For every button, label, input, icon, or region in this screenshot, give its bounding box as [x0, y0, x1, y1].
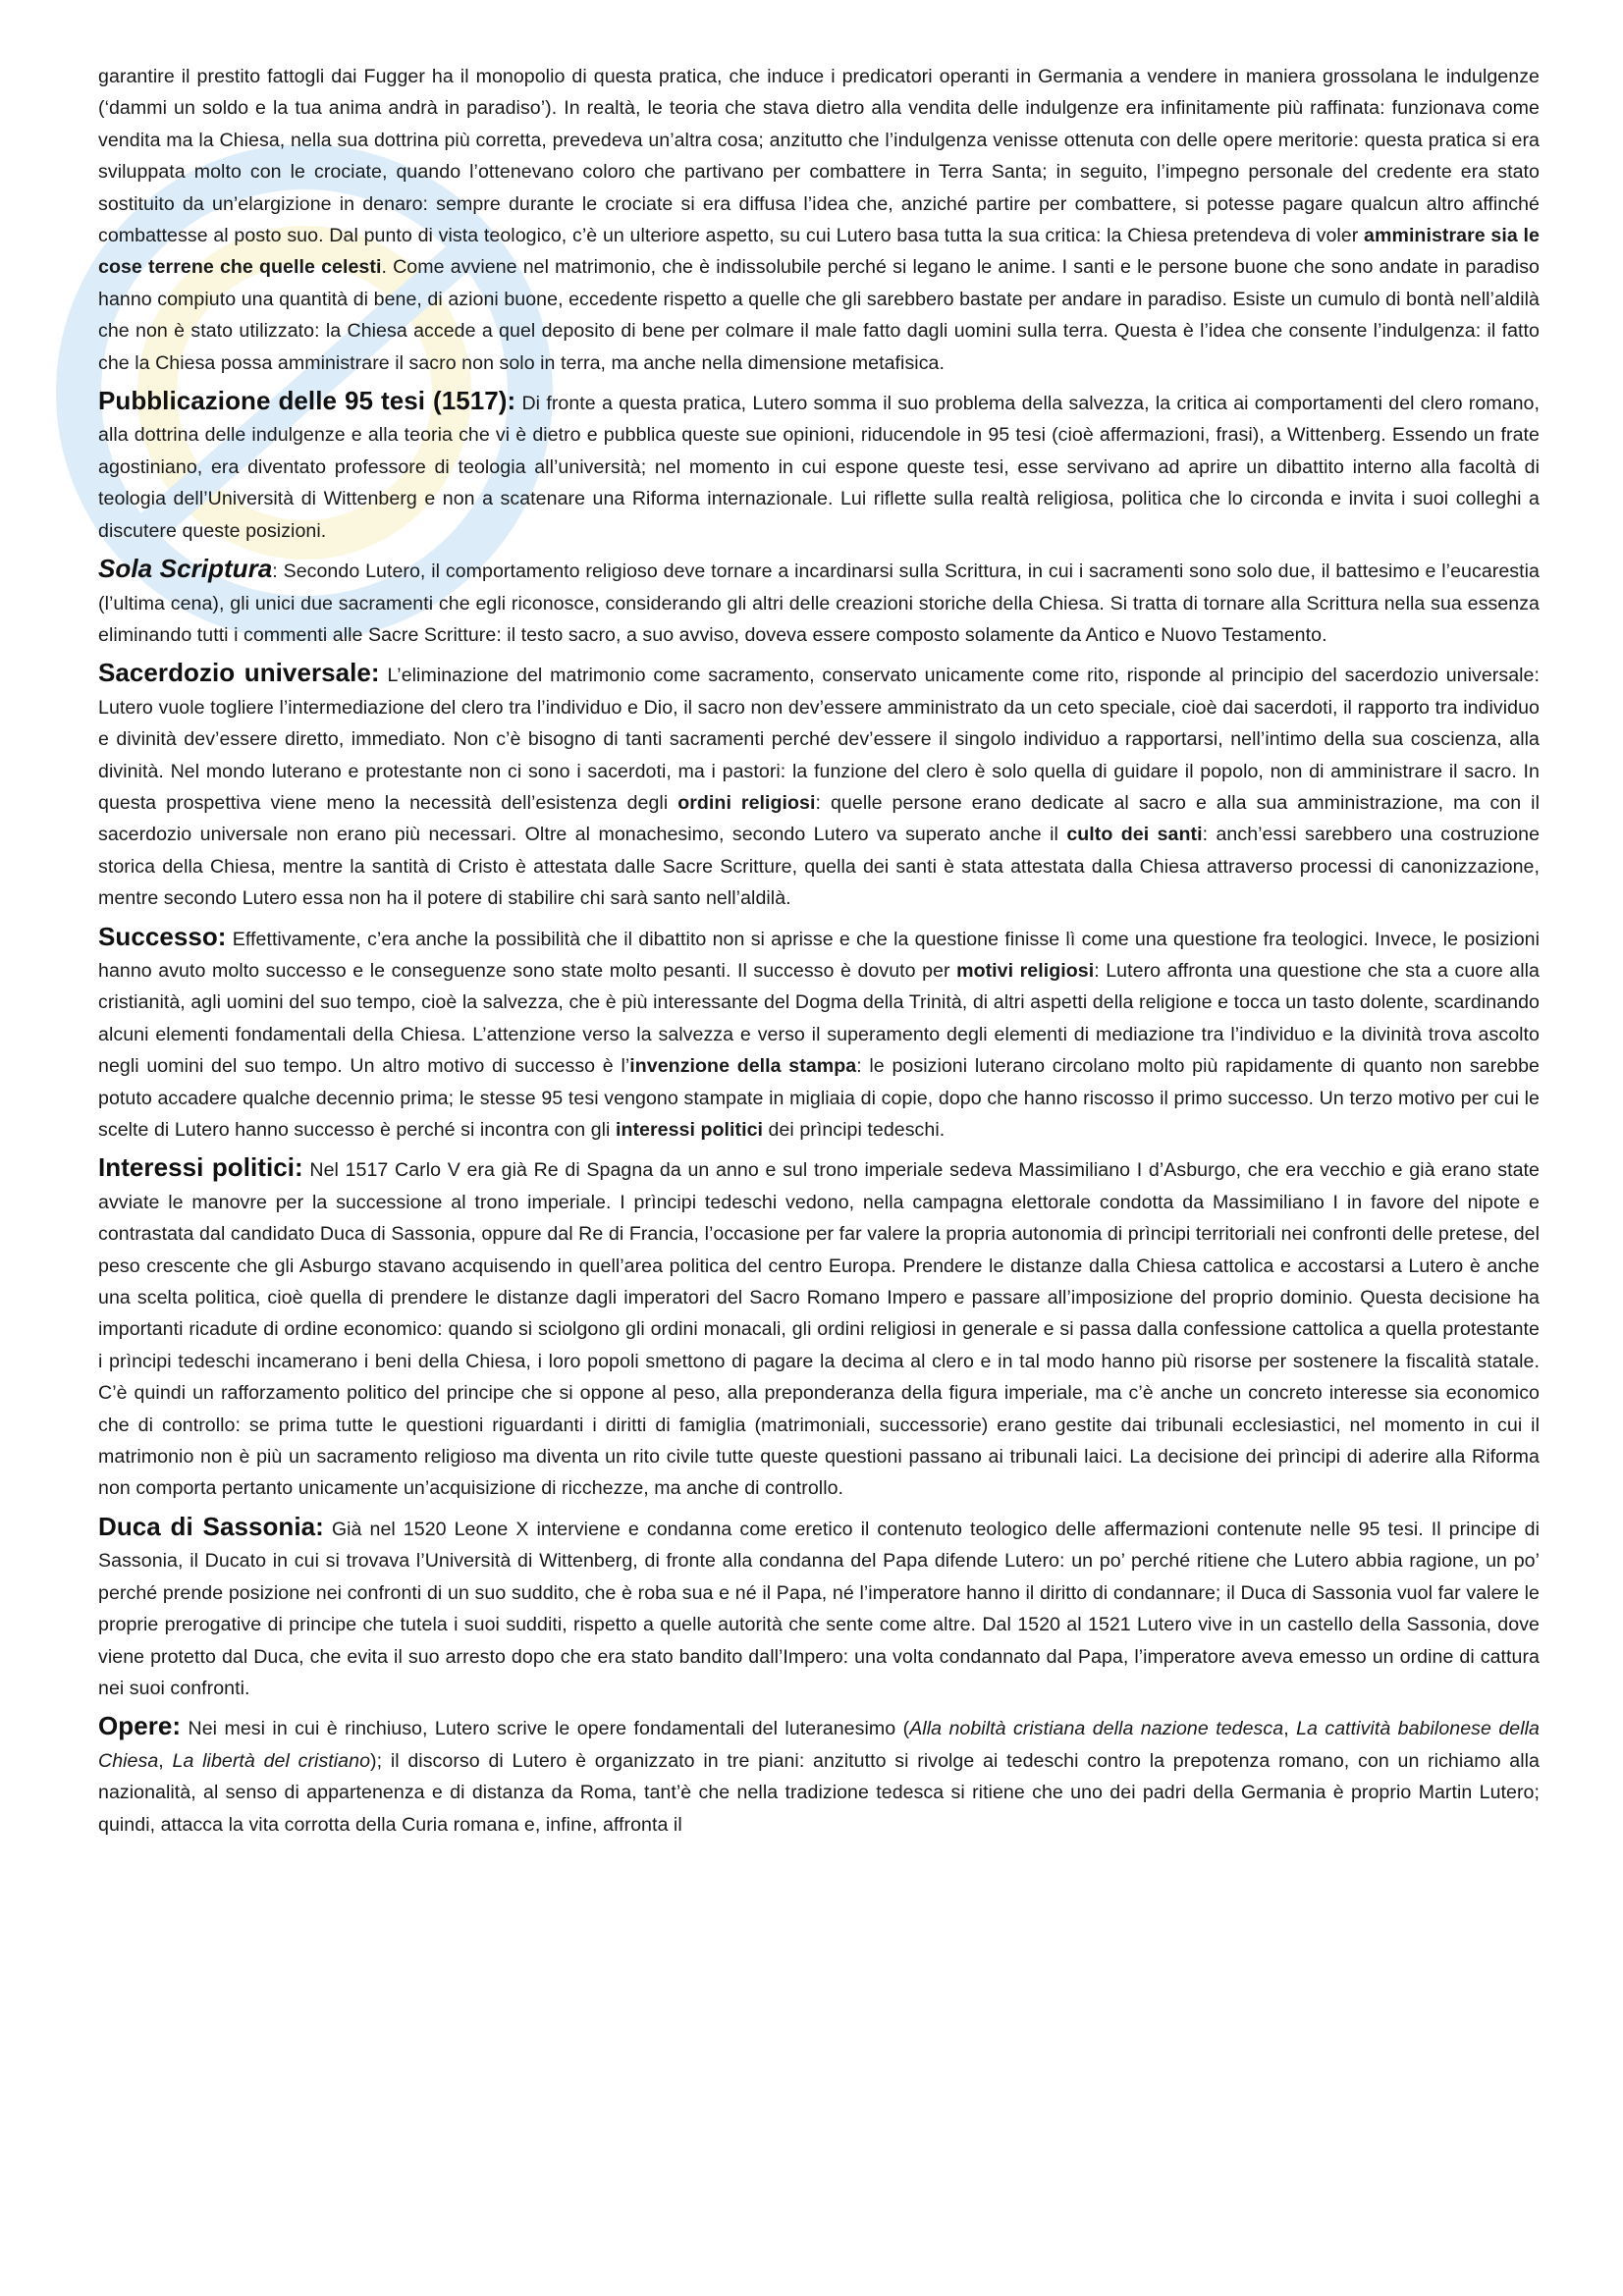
bold-term: amministrare sia le cose terrene che quelle celesti: [98, 225, 1540, 279]
body-text: ); il discorso di Lutero è organizzato in tre piani: anzitutto si rivolge ai tedeschi contro la prepotenza romano, con un richiamo alla nazionalità, al senso di appartenenza e di distanza da Roma, tant’è che nella tradizione tedesca si ritiene che uno dei padri della Germania è proprio Martin Lutero; quindi, attacca la vita corrotta della Curia romana e, infine, affronta il: [98, 1749, 1540, 1836]
body-text: : Lutero affronta una questione che sta a cuore alla cristianità, agli uomini del suo tempo, cioè la salvezza, che è più interessante del Dogma della Trinità, di altri aspetti della religione e tocca un tasto dolente, scardinando alcuni elementi fondamentali della Chiesa. L’attenzione verso la salvezza e verso il superamento degli elementi di mediazione tra l’individuo e la divinità trova ascolto negli uomini del suo tempo. Un altro motivo di successo è l’: [98, 959, 1540, 1078]
paragraph: [98, 553, 1540, 651]
body-text: Effettivamente, c’era anche la possibilità che il dibattito non si aprisse e che la questione finisse lì come una questione fra teologici. Invece, le posizioni hanno avuto molto successo e le conseguenze sono state molto pesanti. Il successo è dovuto per: [98, 928, 1540, 982]
italic-title: La cattività babilonese della Chiesa: [98, 1718, 1540, 1772]
body-text: dei prìncipi tedeschi.: [763, 1119, 946, 1141]
body-text: Già nel 1520 Leone X interviene e condanna come eretico il contenuto teologico delle affermazioni contenute nelle 95 tesi. Il principe di Sassonia, il Ducato in cui si trovava l’Università di Wittenberg, di fronte alla condanna del Papa difende Lutero: un po’ perché ritiene che Lutero abbia ragione, un po’ perché prende posizione nei confronti di un suo suddito, che è roba sua e né il Papa, né l’imperatore hanno il diritto di condannare; il Duca di Sassonia vuol far valere le proprie prerogative di principe che tutela i suoi sudditi, rispetto a quelle autorità che sente come altre. Dal 1520 al 1521 Lutero vive in un castello della Sassonia, dove viene protetto dal Duca, che evita il suo arresto dopo che era stato bandito dall’Impero: una volta condannato dal Papa, l’imperatore aveva emesso un ordine di cattura nei suoi confronti.: [98, 1518, 1540, 1699]
body-text: Nei mesi in cui è rinchiuso, Lutero scrive le opere fondamentali del luteranesimo (: [181, 1718, 910, 1740]
body-text: : le posizioni luterano circolano molto più rapidamente di quanto non sarebbe potuto accadere qualche decennio prima; le stesse 95 tesi vengono stampate in migliaia di copie, dopo che hanno riscosso il primo successo. Un terzo motivo per cui le scelte di Lutero hanno successo è perché si incontra con gli: [98, 1055, 1540, 1141]
section-heading: Sola Scriptura: [98, 554, 273, 584]
body-text: ,: [158, 1749, 173, 1772]
document-page: [98, 61, 1540, 1846]
italic-title: Alla nobiltà cristiana della nazione tedesca: [909, 1718, 1284, 1740]
section-heading: Duca di Sassonia:: [98, 1511, 324, 1541]
bold-term: ordini religiosi: [677, 791, 816, 814]
paragraph: [98, 61, 1540, 379]
paragraph: [98, 1710, 1540, 1841]
italic-title: La libertà del cristiano: [172, 1749, 371, 1772]
section-heading: Opere:: [98, 1711, 182, 1741]
bold-term: motivi religiosi: [956, 959, 1095, 982]
paragraph: [98, 1511, 1540, 1704]
body-text: : anch’essi sarebbero una costruzione storica della Chiesa, mentre la santità di Cristo è attestata dalle Sacre Scritture, quella dei santi è stata attestata dalla Chiesa attraverso processi di canonizzazione, mentre secondo Lutero essa non ha il potere di stabilire chi sarà santo nell’aldilà.: [98, 824, 1541, 910]
body-text: . Come avviene nel matrimonio, che è indissolubile perché si legano le anime. I santi e le persone buone che sono andate in paradiso hanno compiuto una quantità di bene, di azioni buone, eccedente rispetto a quelle che gli sarebbero bastate per andare in paradiso. Esiste un cumulo di bontà nell’aldilà che non è stato utilizzato: la Chiesa accede a quel deposito di bene per colmare il male fatto dagli uomini sulla terra. Questa è l’idea che consente l’indulgenza: il fatto che la Chiesa possa amministrare il sacro non solo in terra, ma anche nella dimensione metafisica.: [98, 256, 1540, 374]
body-text: garantire il prestito fattogli dai Fugger ha il monopolio di questa pratica, che induce i predicatori operanti in Germania a vendere in maniera grossolana le indulgenze (‘dammi un soldo e la tua anima andrà in paradiso’). In realtà, le teoria che stava dietro alla vendita delle indulgenze era infinitamente più raffinata: funzionava come vendita ma la Chiesa, nella sua dottrina più corretta, prevedeva un’altra cosa; anzitutto che l’indulgenza venisse ottenuta con delle opere meritorie: questa pratica si era sviluppata molto con le crociate, quando l’ottenevano coloro che partivano per combattere in Terra Santa; in seguito, l’impegno personale del credente era stato sostituito da un’elargizione in denaro: sempre durante le crociate si era diffusa l’idea che, anziché partire per combattere, si potesse pagare qualcun altro affinché combattesse al posto suo. Dal punto di vista teologico, c’è un ulteriore aspetto, su cui Lutero basa tutta la sua critica: la Chiesa pretendeva di voler: [98, 66, 1540, 247]
section-heading: Sacerdozio universale:: [98, 658, 380, 688]
paragraph: [98, 1151, 1540, 1504]
bold-term: culto dei santi: [1066, 824, 1203, 846]
body-text: Nel 1517 Carlo V era già Re di Spagna da un anno e sul trono imperiale sedeva Massimiliano I d’Asburgo, che era vecchio e già erano state avviate le manovre per la successione al trono imperiale. I prìncipi tedeschi vedono, nella campagna elettorale condotta da Massimiliano I in favore del nipote e contrastata dal candidato Duca di Sassonia, oppure dal Re di Francia, l’occasione per far valere la propria autonomia di prìncipi territoriali nei confronti delle pretese, del peso crescente che gli Asburgo stavano acquisendo in quell’area politica del centro Europa. Prendere le distanze dalla Chiesa cattolica e accostarsi a Lutero è anche una scelta politica, cioè quella di prendere le distanze dagli imperatori del Sacro Romano Impero e passare all’imposizione del proprio dominio. Questa decisione ha importanti ricadute di ordine economico: quando si sciolgono gli ordini monacali, gli ordini religiosi in generale e si passa dalla confessione cattolica a quella protestante i prìncipi tedeschi incamerano i beni della Chiesa, i loro popoli smettono di pagare la decima al clero e in tal modo hanno più risorse per sostenere la fiscalità statale. C’è quindi un rafforzamento politico del principe che si oppone al peso, alla preponderanza della figura imperiale, ma c’è anche un concreto interesse sia economico che di controllo: se prima tutte le questioni riguardanti i diritti di famiglia (matrimoniali, successorie) erano gestite dai tribunali ecclesiastici, nel momento in cui il matrimonio non è più un sacramento religioso ma diventa un rito civile tutte queste questioni passano ai tribunali laici. La decisione dei prìncipi di aderire alla Riforma non comporta pertanto unicamente un’acquisizione di ricchezze, ma anche di controllo.: [98, 1159, 1540, 1500]
body-text: : Secondo Lutero, il comportamento religioso deve tornare a incardinarsi sulla Scrittura, in cui i sacramenti sono solo due, il battesimo e l’eucarestia (l’ultima cena), gli unici due sacramenti che egli riconosce, considerando gli altri delle creazioni storiche della Chiesa. Si tratta di tornare alla Scrittura nella sua essenza eliminando tutti i commenti alle Sacre Scritture: il testo sacro, a suo avviso, doveva essere composto solamente da Antico e Nuovo Testamento.: [98, 561, 1540, 646]
body-text: Di fronte a questa pratica, Lutero somma il suo problema della salvezza, la critica ai comportamenti del clero romano, alla dottrina delle indulgenze e alla teoria che vi è dietro e pubblica queste sue opinioni, riducendole in 95 tesi (cioè affermazioni, frasi), a Wittenberg. Essendo un frate agostiniano, era diventato professore di teologia all’università; nel momento in cui espone queste tesi, esse servivano ad aprire un dibattito interno alla facoltà di teologia dell’Università di Wittenberg e non a scatenare una Riforma internazionale. Lui riflette sulla realtà religiosa, politica che lo circonda e invita i suoi colleghi a discutere queste posizioni.: [98, 393, 1540, 542]
bold-term: interessi politici: [615, 1119, 764, 1141]
body-text: ,: [1283, 1718, 1297, 1740]
body-text: L’eliminazione del matrimonio come sacramento, conservato unicamente come rito, risponde al principio del sacerdozio universale: Lutero vuole togliere l’intermediazione del clero tra l’individuo e Dio, il sacro non dev’essere amministrato da un ceto speciale, cioè dai sacerdoti, il rapporto tra individuo e divinità dev’essere diretto, immediato. Non c’è bisogno di tanti sacramenti perché dev’essere il singolo individuo a rapportarsi, nell’intimo della sua coscienza, alla divinità. Nel mondo luterano e protestante non ci sono i sacerdoti, ma i pastori: la funzione del clero è solo quella di guidare il popolo, non di amministrare il sacro. In questa prospettiva viene meno la necessità dell’esistenza degli: [98, 665, 1540, 814]
section-heading: Pubblicazione delle 95 tesi (1517):: [98, 386, 516, 416]
section-heading: Interessi politici:: [98, 1152, 303, 1183]
section-heading: Successo:: [98, 921, 227, 951]
bold-term: invenzione della stampa: [629, 1055, 857, 1078]
body-text: : quelle persone erano dedicate al sacro e alla sua amministrazione, ma con il sacerdozio universale non erano più necessari. Oltre al monachesimo, secondo Lutero va superato anche il: [98, 791, 1540, 846]
paragraph: [98, 921, 1540, 1147]
paragraph: [98, 385, 1540, 547]
paragraph: [98, 657, 1540, 914]
